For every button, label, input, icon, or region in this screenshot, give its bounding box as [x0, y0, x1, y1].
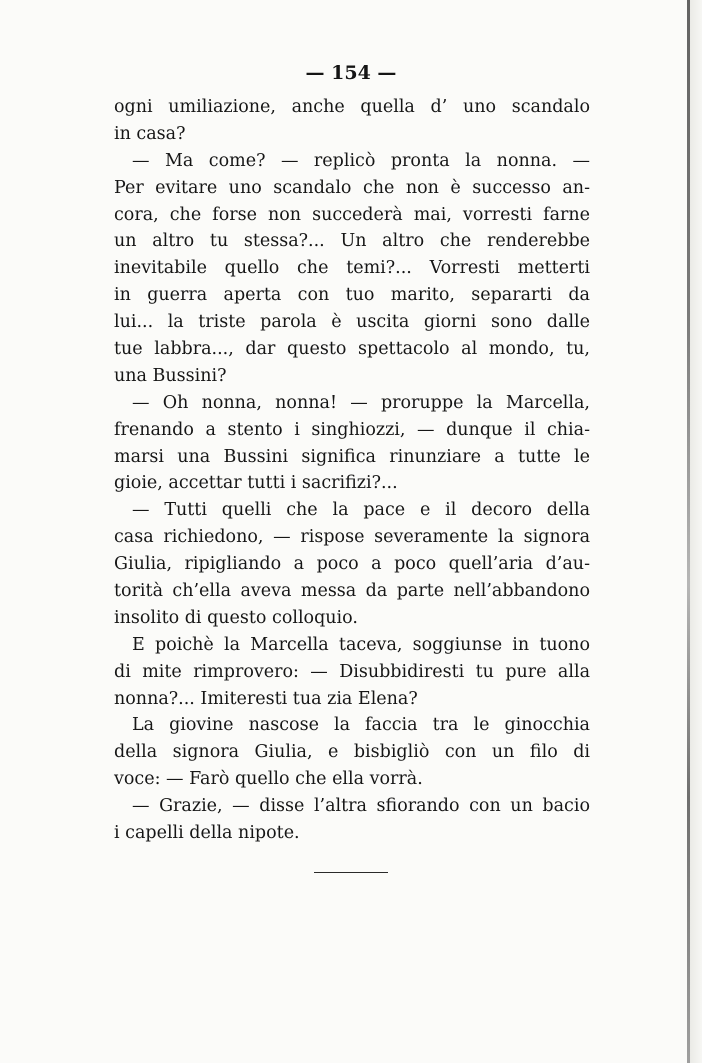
text-line: E poichè la Marcella taceva, soggiunse in tuono	[132, 634, 590, 655]
text-line: della signora Giulia, e bisbigliò con un filo di	[114, 742, 590, 763]
text-line: lui... la triste parola è uscita giorni sono dalle	[114, 312, 590, 333]
text-line: — Ma come? — replicò pronta la nonna. —	[132, 150, 590, 171]
text-line: La giovine nascose la faccia tra le ginocchia	[132, 715, 590, 736]
text-line: — Grazie, — disse l’altra sfiorando con un bacio	[132, 796, 590, 817]
text-line: tue labbra..., dar questo spettacolo al mondo, tu,	[114, 339, 590, 360]
text-line: frenando a stento i singhiozzi, — dunque il chia-	[114, 419, 590, 440]
page-edge-shadow	[690, 0, 702, 1063]
text-line: — Tutti quelli che la pace e il decoro della	[132, 500, 590, 521]
text-line: in guerra aperta con tuo marito, separarti da	[114, 285, 590, 306]
text-line: Giulia, ripigliando a poco a poco quell’aria d’au-	[114, 554, 590, 575]
text-line: una Bussini?	[114, 365, 227, 386]
text-line: Per evitare uno scandalo che non è successo an-	[114, 177, 590, 198]
text-line: in casa?	[114, 123, 186, 144]
text-line: di mite rimprovero: — Disubbidiresti tu pure alla	[114, 661, 590, 682]
text-line: marsi una Bussini significa rinunziare a tutte le	[114, 446, 590, 467]
text-line: — Oh nonna, nonna! — proruppe la Marcella,	[132, 392, 590, 413]
text-line: insolito di questo colloquio.	[114, 607, 358, 628]
text-line: gioie, accettar tutti i sacrifizi?...	[114, 473, 398, 494]
text-line: cora, che forse non succederà mai, vorresti farne	[114, 204, 590, 225]
text-line: inevitabile quello che temi?... Vorresti metterti	[114, 258, 590, 279]
text-line: casa richiedono, — rispose severamente la signora	[114, 527, 590, 548]
binding-edge-line	[687, 0, 690, 1063]
page-number: — 154 —	[305, 62, 397, 84]
text-line: voce: — Farò quello che ella vorrà.	[114, 769, 423, 790]
page-text	[114, 94, 590, 847]
chapter-end-rule	[314, 872, 388, 873]
text-line: nonna?... Imiteresti tua zia Elena?	[114, 688, 418, 709]
text-line: i capelli della nipote.	[114, 823, 300, 844]
text-line: torità ch’ella aveva messa da parte nell’abbandono	[114, 581, 590, 602]
text-line: un altro tu stessa?... Un altro che renderebbe	[114, 231, 590, 252]
text-line: ogni umiliazione, anche quella d’ uno scandalo	[114, 97, 590, 117]
